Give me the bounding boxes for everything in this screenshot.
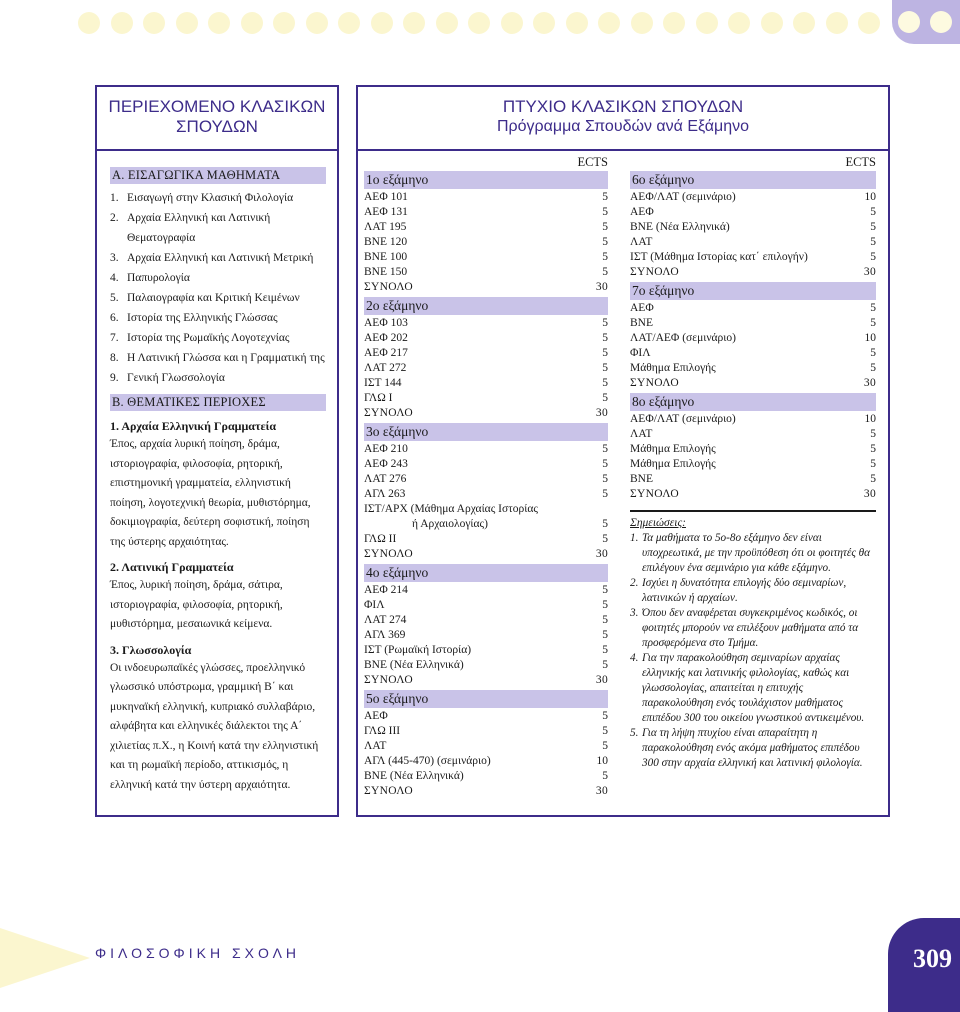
course-ects: 5 <box>602 584 608 596</box>
list-item-number: 5. <box>110 292 119 304</box>
note-number: 3. <box>630 607 639 619</box>
decorative-dot <box>241 12 263 34</box>
list-item-number: 3. <box>110 252 119 264</box>
decorative-dot <box>338 12 360 34</box>
course-row <box>364 628 608 643</box>
semester-heading: 5ο εξάμηνο <box>364 690 608 708</box>
course-row <box>630 205 876 220</box>
course-code: ΙΣΤ (Μάθημα Ιστορίας κατ΄ επιλογήν) <box>630 251 808 263</box>
thematic-areas <box>110 417 326 795</box>
list-item-text: Ιστορία της Ελληνικής Γλώσσας <box>127 312 278 324</box>
decorative-dot <box>78 12 100 34</box>
course-row <box>364 316 608 331</box>
list-item-number: 2. <box>110 212 119 224</box>
list-item <box>110 268 326 288</box>
semester-block <box>630 282 876 391</box>
list-item <box>110 188 326 208</box>
list-item-number: 8. <box>110 352 119 364</box>
note-item <box>630 576 876 606</box>
decorative-dot <box>533 12 555 34</box>
course-ects: 5 <box>602 317 608 329</box>
semester-total-row <box>364 547 608 562</box>
course-ects: 5 <box>870 443 876 455</box>
decorative-dot <box>143 12 165 34</box>
course-row <box>630 457 876 472</box>
course-ects: 5 <box>602 332 608 344</box>
course-code: ΒΝΕ <box>630 473 653 485</box>
course-ects: 30 <box>595 785 608 797</box>
course-row <box>630 220 876 235</box>
course-code: ΛΑΤ/ΑΕΦ (σεμινάριο) <box>630 332 736 344</box>
course-row <box>630 190 876 205</box>
course-code: ΒΝΕ (Νέα Ελληνικά) <box>630 221 730 233</box>
course-row <box>364 643 608 658</box>
course-code: ΛΑΤ 276 <box>364 473 407 485</box>
decorative-dot <box>371 12 393 34</box>
course-code: ΦΙΛ <box>630 347 651 359</box>
course-row <box>364 265 608 280</box>
decorative-dot <box>306 12 328 34</box>
decorative-dot <box>793 12 815 34</box>
course-ects: 30 <box>595 674 608 686</box>
course-row <box>364 709 608 724</box>
semester-heading: 7ο εξάμηνο <box>630 282 876 300</box>
course-row <box>364 502 608 517</box>
course-code: ΛΑΤ <box>364 740 387 752</box>
course-code: ΑΕΦ 217 <box>364 347 408 359</box>
course-code: ΒΝΕ 100 <box>364 251 408 263</box>
course-code: ΑΕΦ/ΛΑΤ (σεμινάριο) <box>630 413 736 425</box>
list-item <box>110 328 326 348</box>
course-code: ΣΥΝΟΛΟ <box>364 281 414 293</box>
course-row <box>630 472 876 487</box>
course-code: ΣΥΝΟΛΟ <box>630 488 680 500</box>
course-code: ΑΓΛ 263 <box>364 488 406 500</box>
course-code: ΓΛΩ ΙΙΙ <box>364 725 401 737</box>
decorative-dot <box>696 12 718 34</box>
course-code: ΑΕΦ <box>630 302 654 314</box>
course-row <box>364 220 608 235</box>
ects-header: ECTS <box>577 155 608 169</box>
course-row <box>364 442 608 457</box>
faculty-name: ΦΙΛΟΣΟΦΙΚΗ ΣΧΟΛΗ <box>95 945 301 961</box>
course-code: ΣΥΝΟΛΟ <box>364 548 414 560</box>
course-row <box>364 235 608 250</box>
course-code: ΑΕΦ/ΛΑΤ (σεμινάριο) <box>630 191 736 203</box>
course-code: ΣΥΝΟΛΟ <box>364 407 414 419</box>
list-item-number: 1. <box>110 192 119 204</box>
course-row <box>630 442 876 457</box>
course-ects: 5 <box>602 533 608 545</box>
course-code: ΒΝΕ (Νέα Ελληνικά) <box>364 770 464 782</box>
course-row <box>630 427 876 442</box>
course-row <box>364 517 608 532</box>
list-item <box>110 208 326 248</box>
course-code: ΛΑΤ 195 <box>364 221 407 233</box>
list-item-text: Εισαγωγή στην Κλασική Φιλολογία <box>127 192 294 204</box>
decorative-dot <box>403 12 425 34</box>
course-ects: 5 <box>602 725 608 737</box>
course-ects: 5 <box>602 488 608 500</box>
semester-block <box>630 393 876 502</box>
course-ects: 5 <box>602 206 608 218</box>
decorative-dot <box>501 12 523 34</box>
course-row <box>364 487 608 502</box>
course-ects: 10 <box>864 191 876 203</box>
course-ects: 5 <box>602 221 608 233</box>
course-ects: 5 <box>870 428 876 440</box>
footer-triangle <box>0 928 90 988</box>
curriculum-box <box>356 85 890 817</box>
semester-total-row <box>364 280 608 295</box>
semester-total-row <box>630 487 876 502</box>
thematic-area-text: Έπος, αρχαία λυρική ποίηση, δράμα, ιστοριογραφία, φιλοσοφία, ρητορική, επιστημονική γραμματεία, ελληνιστική ποίηση, λογοτεχνική θεωρία, μυθιστόρημα, δοκιμιογραφία, δεύτερη σοφιστική, ποίηση της ύστερης αρχαιότητας. <box>110 438 311 548</box>
semester-heading: 8ο εξάμηνο <box>630 393 876 411</box>
semester-block <box>364 564 608 688</box>
section-a-heading: Α. ΕΙΣΑΓΩΓΙΚΑ ΜΑΘΗΜΑΤΑ <box>110 167 326 184</box>
course-ects: 5 <box>870 236 876 248</box>
course-ects: 5 <box>602 644 608 656</box>
course-code: ΑΓΛ 369 <box>364 629 406 641</box>
semester-total-row <box>364 406 608 421</box>
course-code: ΣΥΝΟΛΟ <box>630 377 680 389</box>
course-code: ΙΣΤ (Ρωμαϊκή Ιστορία) <box>364 644 472 656</box>
list-item-text: Αρχαία Ελληνική και Λατινική Θεματογραφία <box>127 212 271 244</box>
course-ects: 5 <box>870 473 876 485</box>
course-row <box>364 391 608 406</box>
list-item-text: Η Λατινική Γλώσσα και η Γραμματική της <box>127 352 325 364</box>
course-row <box>364 583 608 598</box>
note-number: 1. <box>630 532 639 544</box>
thematic-area-heading: 2. Λατινική Γραμματεία <box>110 560 234 574</box>
course-ects: 5 <box>602 629 608 641</box>
list-item-text: Ιστορία της Ρωμαϊκής Λογοτεχνίας <box>127 332 290 344</box>
classics-content-box <box>95 85 339 817</box>
course-code: ΑΕΦ 101 <box>364 191 408 203</box>
course-code: ΛΑΤ 272 <box>364 362 407 374</box>
course-code: ΛΑΤ <box>630 236 653 248</box>
course-row <box>364 613 608 628</box>
course-code: Μάθημα Επιλογής <box>630 443 716 455</box>
section-b-heading: Β. ΘΕΜΑΤΙΚΕΣ ΠΕΡΙΟΧΕΣ <box>110 394 326 411</box>
semester-block <box>364 690 608 799</box>
list-item <box>110 368 326 388</box>
right-box-header <box>358 87 888 151</box>
semester-heading: 4ο εξάμηνο <box>364 564 608 582</box>
course-ects: 5 <box>870 206 876 218</box>
course-row <box>630 250 876 265</box>
note-item <box>630 531 876 576</box>
course-code: ΓΛΩ ΙΙ <box>364 533 397 545</box>
course-ects: 5 <box>602 458 608 470</box>
course-ects: 5 <box>602 191 608 203</box>
course-ects: 5 <box>602 770 608 782</box>
course-code: ή Αρχαιολογίας) <box>412 518 488 530</box>
course-code: ΓΛΩ Ι <box>364 392 393 404</box>
list-item-number: 7. <box>110 332 119 344</box>
course-ects: 5 <box>870 221 876 233</box>
list-item-text: Γενική Γλωσσολογία <box>127 372 225 384</box>
decorative-dot <box>826 12 848 34</box>
course-ects: 10 <box>864 413 876 425</box>
decorative-dot <box>111 12 133 34</box>
course-row <box>364 472 608 487</box>
course-ects: 30 <box>863 488 876 500</box>
semester-total-row <box>630 376 876 391</box>
semester-total-row <box>630 265 876 280</box>
course-row <box>364 658 608 673</box>
course-row <box>364 250 608 265</box>
course-code: ΑΕΦ 214 <box>364 584 408 596</box>
course-ects: 5 <box>602 599 608 611</box>
course-code: ΣΥΝΟΛΟ <box>364 785 414 797</box>
list-item-number: 9. <box>110 372 119 384</box>
semester-heading: 2ο εξάμηνο <box>364 297 608 315</box>
semester-block <box>630 171 876 280</box>
decorative-dot <box>631 12 653 34</box>
note-text: Για την παρακολούθηση σεμιναρίων αρχαίας ελληνικής και λατινικής φιλολογίας, καθώς και γλωσσολογίας, απαιτείται η επιτυχής παρακολούθηση ενός τουλάχιστον μαθήματος επιπέδου 300 του οικείου γνωστικού αντικειμένου. <box>642 652 865 724</box>
decorative-dot <box>728 12 750 34</box>
course-row <box>630 316 876 331</box>
decorative-dot <box>566 12 588 34</box>
course-code: ΑΕΦ <box>630 206 654 218</box>
list-item-number: 6. <box>110 312 119 324</box>
semester-block <box>364 297 608 421</box>
decorative-dot <box>468 12 490 34</box>
course-ects: 5 <box>602 362 608 374</box>
course-row <box>364 346 608 361</box>
course-code: ΑΕΦ <box>364 710 388 722</box>
course-code: ΣΥΝΟΛΟ <box>364 674 414 686</box>
course-row <box>630 412 876 427</box>
page-number: 309 <box>913 944 952 973</box>
list-item-text: Παπυρολογία <box>127 272 190 284</box>
course-code: ΑΕΦ 131 <box>364 206 408 218</box>
semesters-column-2 <box>630 153 876 771</box>
semester-block <box>364 423 608 562</box>
degree-title: ΠΤΥΧΙΟ ΚΛΑΣΙΚΩΝ ΣΠΟΥΔΩΝ <box>502 97 744 116</box>
left-box-header <box>97 87 337 151</box>
left-content <box>110 167 326 795</box>
decorative-dot <box>598 12 620 34</box>
course-ects: 30 <box>863 377 876 389</box>
course-ects: 30 <box>595 281 608 293</box>
course-ects: 5 <box>602 392 608 404</box>
course-code: ΑΕΦ 210 <box>364 443 408 455</box>
semester-heading: 3ο εξάμηνο <box>364 423 608 441</box>
course-ects: 5 <box>870 302 876 314</box>
program-subtitle: Πρόγραμμα Σπουδών ανά Εξάμηνο <box>496 118 750 135</box>
course-ects: 5 <box>602 614 608 626</box>
course-row <box>364 205 608 220</box>
thematic-area-heading: 3. Γλωσσολογία <box>110 642 192 657</box>
course-ects: 5 <box>602 740 608 752</box>
course-code: Μάθημα Επιλογής <box>630 458 716 470</box>
note-number: 2. <box>630 577 639 589</box>
list-item <box>110 288 326 308</box>
corner-dot <box>930 11 952 33</box>
note-text: Τα μαθήματα το 5ο-8ο εξάμηνο δεν είναι υποχρεωτικά, με την προϋπόθεση ότι οι φοιτητές θα επιλέγουν ένα σεμινάριο για κάθε εξάμηνο. <box>642 532 871 574</box>
course-ects: 30 <box>595 407 608 419</box>
course-ects: 5 <box>870 317 876 329</box>
course-row <box>364 769 608 784</box>
course-code: ΑΓΛ (445-470) (σεμινάριο) <box>364 755 491 767</box>
thematic-area-heading: 1. Αρχαία Ελληνική Γραμματεία <box>110 419 277 433</box>
course-ects: 30 <box>863 266 876 278</box>
semester-heading: 1ο εξάμηνο <box>364 171 608 189</box>
course-code: ΣΥΝΟΛΟ <box>630 266 680 278</box>
course-ects: 5 <box>602 236 608 248</box>
course-row <box>630 235 876 250</box>
course-row <box>364 376 608 391</box>
note-text: Για τη λήψη πτυχίου είναι απαραίτητη η παρακολούθηση ενός ακόμα μαθήματος επιπέδου 300 στην αρχαία ελληνική και λατινική φιλολογία. <box>642 727 863 769</box>
course-ects: 5 <box>602 710 608 722</box>
thematic-area-text: Έπος, λυρική ποίηση, δράμα, σάτιρα, ιστοριογραφία, φιλοσοφία, ρητορική, μυθιστόρημα, μεσαιωνικά κείμενα. <box>110 579 283 630</box>
course-code: ΒΝΕ 150 <box>364 266 408 278</box>
note-text: Όπου δεν αναφέρεται συγκεκριμένος κωδικός, οι φοιτητές μπορούν να επιλέξουν μαθήματα από τα προσφερόμενα στο Τμήμα. <box>642 607 859 649</box>
course-row <box>364 331 608 346</box>
decorative-dot <box>761 12 783 34</box>
decorative-dot <box>858 12 880 34</box>
thematic-area-text: Οι ινδοευρωπαϊκές γλώσσες, προελληνικό γλωσσικό υπόστρωμα, γραμμική Β΄ και μυκηναϊκή ελληνική, κυπριακό συλλαβάριο, αλφάβητα και ελληνικές διάλεκτοι της Α΄ χιλιετίας π.Χ., η Κοινή κατά την ελληνιστική και τη ρωμαϊκή περίοδο, αττικισμός, η ελληνική κατά την ύστερη αρχαιότητα. <box>110 661 319 791</box>
course-row <box>364 739 608 754</box>
course-ects: 5 <box>602 518 608 530</box>
ects-header: ECTS <box>845 155 876 169</box>
semesters-column-1 <box>364 153 608 801</box>
course-ects: 5 <box>602 251 608 263</box>
course-row <box>630 346 876 361</box>
course-code: ΦΙΛ <box>364 599 385 611</box>
course-ects: 5 <box>870 251 876 263</box>
list-item <box>110 248 326 268</box>
course-ects: 5 <box>602 443 608 455</box>
course-ects: 10 <box>596 755 608 767</box>
course-ects: 10 <box>864 332 876 344</box>
list-item-text: Αρχαία Ελληνική και Λατινική Μετρική <box>127 252 314 264</box>
course-ects: 5 <box>602 266 608 278</box>
corner-tab <box>892 0 960 44</box>
course-ects: 5 <box>602 347 608 359</box>
corner-dot <box>898 11 920 33</box>
course-ects: 5 <box>602 473 608 485</box>
course-code: ΙΣΤ/ΑΡΧ (Μάθημα Αρχαίας Ιστορίας <box>364 503 538 515</box>
course-code: ΛΑΤ 274 <box>364 614 407 626</box>
notes-section <box>630 510 876 771</box>
course-code: ΑΕΦ 103 <box>364 317 408 329</box>
list-item-number: 4. <box>110 272 119 284</box>
semester-heading: 6ο εξάμηνο <box>630 171 876 189</box>
course-ects: 5 <box>870 458 876 470</box>
intro-courses-list <box>110 188 326 388</box>
course-row <box>364 724 608 739</box>
course-row <box>630 331 876 346</box>
course-row <box>630 361 876 376</box>
note-number: 4. <box>630 652 639 664</box>
note-text: Ισχύει η δυνατότητα επιλογής δύο σεμιναρίων, λατινικών ή αρχαίων. <box>642 577 847 604</box>
list-item-text: Παλαιογραφία και Κριτική Κειμένων <box>127 292 300 304</box>
course-code: ΒΝΕ 120 <box>364 236 408 248</box>
course-code: ΑΕΦ 202 <box>364 332 408 344</box>
course-row <box>364 754 608 769</box>
course-row <box>364 598 608 613</box>
decorative-dot <box>176 12 198 34</box>
course-row <box>630 301 876 316</box>
decorative-dot <box>663 12 685 34</box>
decorative-dot <box>273 12 295 34</box>
course-ects: 30 <box>595 548 608 560</box>
note-number: 5. <box>630 727 639 739</box>
notes-heading: Σημειώσεις: <box>630 517 686 529</box>
note-item <box>630 606 876 651</box>
course-ects: 5 <box>602 659 608 671</box>
course-code: ΑΕΦ 243 <box>364 458 408 470</box>
course-row <box>364 457 608 472</box>
course-ects: 5 <box>870 362 876 374</box>
course-ects: 5 <box>870 347 876 359</box>
right-box-title <box>358 87 888 137</box>
semester-total-row <box>364 784 608 799</box>
course-code: ΒΝΕ <box>630 317 653 329</box>
course-row <box>364 190 608 205</box>
course-row <box>364 532 608 547</box>
decorative-dot <box>208 12 230 34</box>
decorative-dot <box>436 12 458 34</box>
semester-total-row <box>364 673 608 688</box>
course-code: Μάθημα Επιλογής <box>630 362 716 374</box>
note-item <box>630 726 876 771</box>
list-item <box>110 308 326 328</box>
course-code: ΒΝΕ (Νέα Ελληνικά) <box>364 659 464 671</box>
semester-block <box>364 171 608 295</box>
course-code: ΙΣΤ 144 <box>364 377 402 389</box>
course-code: ΛΑΤ <box>630 428 653 440</box>
list-item <box>110 348 326 368</box>
note-item <box>630 651 876 726</box>
course-ects: 5 <box>602 377 608 389</box>
course-row <box>364 361 608 376</box>
left-box-title: ΠΕΡΙΕΧΟΜΕΝΟ ΚΛΑΣΙΚΩΝ ΣΠΟΥΔΩΝ <box>108 97 326 136</box>
decorative-dots <box>78 12 878 34</box>
